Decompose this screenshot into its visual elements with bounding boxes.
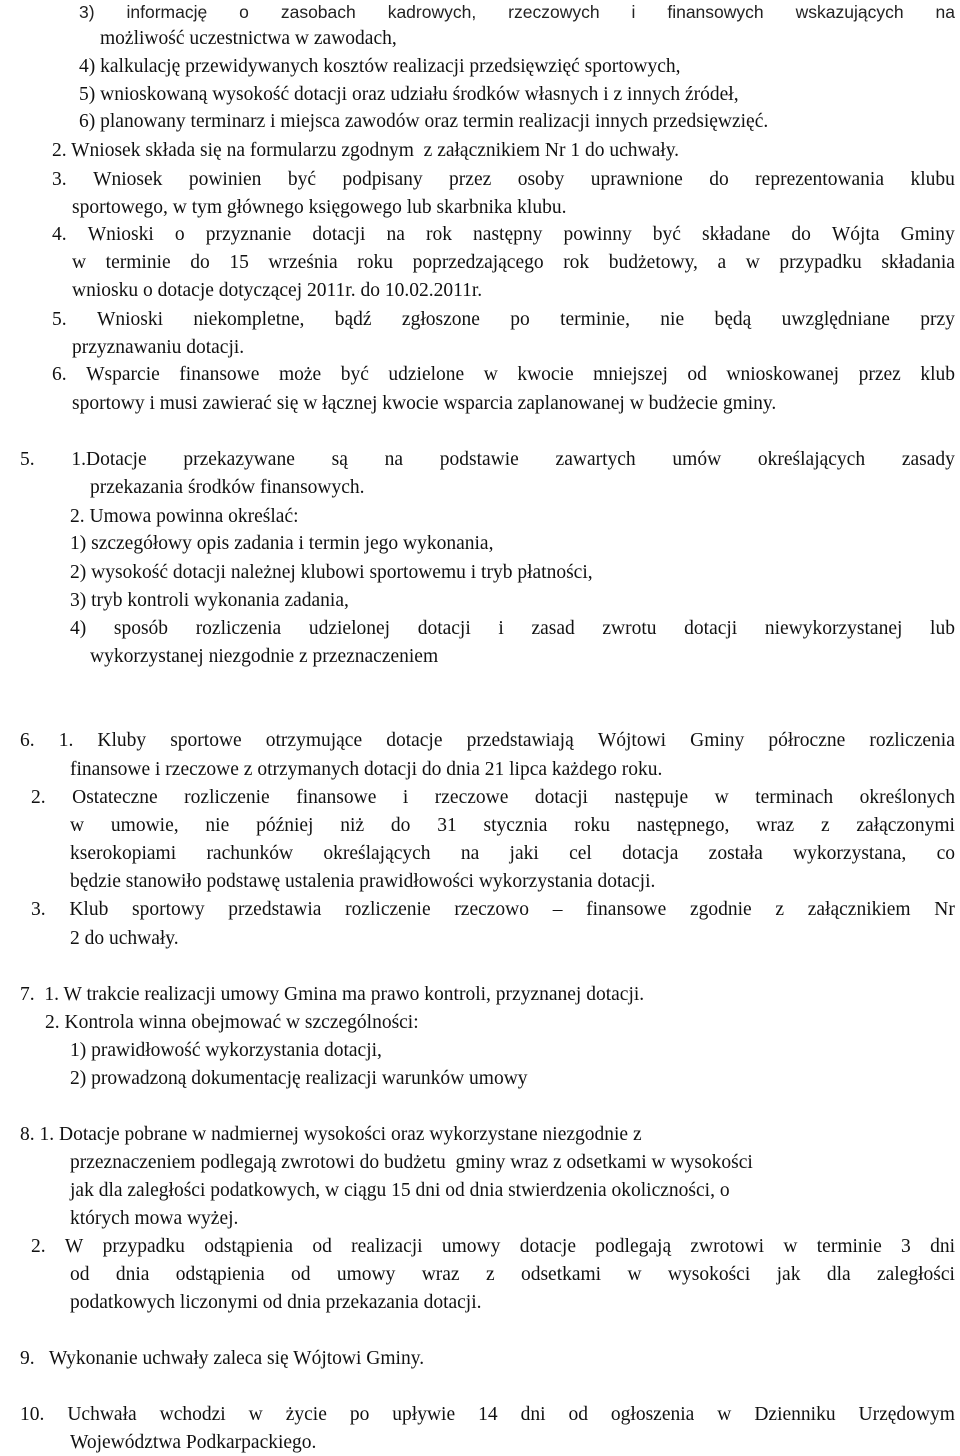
text-line: 6) planowany terminarz i miejsca zawodów oraz termin realizacji innych przedsięwzięć. [79, 111, 769, 132]
word: udzielone [388, 364, 465, 385]
word: finansowe [179, 364, 260, 385]
word: 14 [478, 1404, 498, 1425]
word: w [783, 1236, 798, 1257]
word: są [331, 449, 348, 470]
text-line: 1) szczegółowy opis zadania i termin jego wykonania, [70, 533, 494, 554]
word: Wniosek [93, 169, 163, 190]
word: od [687, 364, 707, 385]
word: 4) [70, 618, 87, 639]
word: września [268, 252, 338, 273]
word: uprawnione [590, 169, 683, 190]
word: informację [126, 2, 208, 22]
word: na [386, 224, 405, 245]
word: 6. [20, 730, 35, 751]
word: sposób [113, 618, 169, 639]
word: co [936, 843, 955, 864]
word: wnioskowanej [726, 364, 840, 385]
text-line [70, 814, 955, 838]
text-line: przekazania środków finansowych. [90, 477, 365, 498]
word: dotacji [684, 618, 738, 639]
word: Gminy [690, 730, 745, 751]
word: zaległości [877, 1264, 955, 1285]
word: po [510, 309, 530, 330]
word: podpisany [342, 169, 423, 190]
word: realizacji [351, 1236, 423, 1257]
text-line: wykorzystanej niezgodnie z przeznaczeniem [90, 646, 439, 667]
word: przy [920, 309, 955, 330]
text-line: 3) tryb kontroli wykonania zadania, [70, 590, 349, 611]
word: do [190, 252, 210, 273]
word: wysokości [667, 1264, 751, 1285]
word: z [775, 899, 785, 920]
word: w [72, 252, 87, 273]
word: rzeczowe [434, 787, 509, 808]
word: powinny [563, 224, 632, 245]
word: o [239, 2, 249, 22]
word: upływie [392, 1404, 456, 1425]
word: półroczne [768, 730, 846, 751]
word: zasady [901, 449, 955, 470]
word: została [708, 843, 763, 864]
word: niewykorzystanej [764, 618, 903, 639]
word: w [717, 1404, 732, 1425]
word: rok [563, 252, 590, 273]
word: od [312, 1236, 332, 1257]
word: zasad [531, 618, 575, 639]
word: 3. [52, 169, 67, 190]
text-line: 2. Wniosek składa się na formularzu zgodnym z załącznikiem Nr 1 do uchwały. [52, 140, 680, 161]
text-line: możliwość uczestnictwa w zawodach, [100, 28, 397, 49]
word: 4. [52, 224, 67, 245]
word: dni [930, 1236, 955, 1257]
text-line: jak dla zaległości podatkowych, w ciągu 15 dni od dnia stwierdzenia okoliczności, o [70, 1180, 730, 1201]
word: zgodnie [689, 899, 752, 920]
text-line: 2) wysokość dotacji należnej klubowi sportowemu i tryb płatności, [70, 562, 593, 583]
word: jak [776, 1264, 801, 1285]
word: przypadku [779, 252, 862, 273]
word: Wnioski [96, 309, 164, 330]
word: bądź [334, 309, 372, 330]
word: budżetowy, [608, 252, 698, 273]
word: następny [473, 224, 543, 245]
word: określonych [859, 787, 955, 808]
text-line: 5) wnioskowaną wysokość dotacji oraz udziału środków własnych i z innych źródeł, [79, 84, 739, 105]
text-line [31, 1235, 955, 1259]
word: dotacje [386, 730, 443, 751]
word: wraz [421, 1264, 460, 1285]
text-line: sportowego, w tym głównego księgowego lub skarbnika klubu. [72, 197, 567, 218]
text-line [31, 898, 955, 922]
word: podstawie [439, 449, 519, 470]
text-line: 8. 1. Dotacje pobrane w nadmiernej wysokości oraz wykorzystane niezgodnie z [20, 1124, 642, 1145]
text-line [52, 223, 955, 247]
word: umowy [441, 1236, 501, 1257]
word: klub [920, 364, 955, 385]
word: Dzienniku [754, 1404, 836, 1425]
word: 3) [79, 2, 95, 22]
text-line: wniosku o dotacje dotyczącej 2011r. do 10.02.2011r. [72, 280, 483, 301]
word: terminie [816, 1236, 882, 1257]
word: Wójta [831, 224, 880, 245]
word: Ostateczne [72, 787, 158, 808]
word: Wnioski [87, 224, 154, 245]
word: dotacja [622, 843, 679, 864]
word: kadrowych, [387, 2, 477, 22]
word: składane [702, 224, 771, 245]
word: 2. [31, 787, 46, 808]
word: rozliczenie [345, 899, 431, 920]
word: osoby [517, 169, 565, 190]
word: dotacji [312, 224, 366, 245]
word: w [248, 1404, 263, 1425]
text-line: przyznawaniu dotacji. [72, 337, 245, 358]
word: przypadku [102, 1236, 185, 1257]
word: i [631, 2, 636, 22]
word: na [935, 2, 955, 22]
word: W [64, 1236, 84, 1257]
text-line: 9. Wykonanie uchwały zaleca się Wójtowi Gminy. [20, 1348, 425, 1369]
text-line [70, 842, 955, 866]
word: w [627, 1264, 642, 1285]
word: następuje [614, 787, 689, 808]
word: w [745, 252, 760, 273]
word: odstąpienia [204, 1236, 294, 1257]
word: wskazujących [795, 2, 904, 22]
word: Kluby [97, 730, 147, 751]
word: stycznia [483, 815, 548, 836]
text-line [72, 251, 955, 275]
text-line [31, 786, 955, 810]
word: określających [757, 449, 866, 470]
word: klubu [910, 169, 955, 190]
word: być [287, 169, 316, 190]
word: przedstawiają [466, 730, 574, 751]
word: 1.Dotacje [71, 449, 147, 470]
word: dotacje [519, 1236, 576, 1257]
word: dla [826, 1264, 851, 1285]
word: roku [574, 815, 610, 836]
word: będą [714, 309, 752, 330]
word: umowy [336, 1264, 396, 1285]
word: wykorzystana, [793, 843, 907, 864]
word: składania [881, 252, 955, 273]
word: reprezentowania [755, 169, 885, 190]
word: rozliczenie [184, 787, 270, 808]
word: po [349, 1404, 370, 1425]
word: do [791, 224, 811, 245]
word: 10. [20, 1404, 45, 1425]
word: niekompletne, [193, 309, 305, 330]
word: załącznikiem [807, 899, 911, 920]
word: roku [357, 252, 394, 273]
word: umów [672, 449, 722, 470]
word: z [820, 815, 830, 836]
word: ogłoszenia [610, 1404, 695, 1425]
word: powinien [188, 169, 262, 190]
word: Klub [69, 899, 109, 920]
text-line: 2) prowadzoną dokumentację realizacji warunków umowy [70, 1068, 528, 1089]
word: umowie, [110, 815, 179, 836]
word: wchodzi [159, 1404, 226, 1425]
word: 2. [31, 1236, 46, 1257]
word: zwrotowi [690, 1236, 765, 1257]
word: poprzedzającego [412, 252, 544, 273]
word: dotacji [534, 787, 588, 808]
word: do [390, 815, 411, 836]
word: sportowy [132, 899, 205, 920]
word: finansowych [667, 2, 764, 22]
word: 6. [52, 364, 67, 385]
word: Urzędowym [858, 1404, 955, 1425]
word: podlegają [595, 1236, 672, 1257]
word: odstąpienia [175, 1264, 265, 1285]
text-line [52, 363, 955, 387]
word: rzeczowych [508, 2, 600, 22]
word: 31 [437, 815, 457, 836]
text-line: Województwa Podkarpackiego. [70, 1432, 317, 1453]
word: finansowe [296, 787, 377, 808]
text-line [20, 1403, 955, 1427]
word: o [174, 224, 185, 245]
word: nie [660, 309, 685, 330]
word: i [402, 787, 409, 808]
text-line [52, 308, 955, 332]
word: Uchwała [67, 1404, 137, 1425]
word: mniejszej [593, 364, 668, 385]
word: 3. [31, 899, 46, 920]
word: terminie, [560, 309, 630, 330]
word: a [717, 252, 727, 273]
word: udzielonej [308, 618, 391, 639]
word: zawartych [555, 449, 636, 470]
word: rok [425, 224, 452, 245]
text-line: których mowa wyżej. [70, 1208, 239, 1229]
word: załączonymi [856, 815, 955, 836]
word: przekazywane [183, 449, 295, 470]
word: odsetkami [520, 1264, 602, 1285]
word: Gminy [900, 224, 955, 245]
word: Wsparcie [86, 364, 160, 385]
word: przyznanie [205, 224, 292, 245]
word: rachunków [206, 843, 294, 864]
word: z [485, 1264, 495, 1285]
word: cel [569, 843, 592, 864]
text-line: sportowy i musi zawierać się w łącznej kwocie wsparcia zaplanowanej w budżecie gminy. [72, 393, 777, 414]
word: zasobach [280, 2, 356, 22]
word: Wójtowi [597, 730, 667, 751]
word: otrzymujące [265, 730, 363, 751]
text-line [70, 1263, 955, 1287]
word: kwocie [517, 364, 574, 385]
word: finansowe [586, 899, 667, 920]
word: nie [205, 815, 230, 836]
word: w [483, 364, 498, 385]
word: Nr [934, 899, 955, 920]
word: uwzględniane [781, 309, 890, 330]
text-line: 2. Umowa powinna określać: [70, 506, 299, 527]
word: do [709, 169, 729, 190]
word: zwrotu [602, 618, 657, 639]
word: zgłoszone [401, 309, 480, 330]
word: terminie [105, 252, 171, 273]
word: rozliczenia [869, 730, 955, 751]
text-line: podatkowych liczonymi od dnia przekazania dotacji. [70, 1292, 482, 1313]
word: być [652, 224, 681, 245]
text-line [20, 729, 955, 753]
word: może [278, 364, 322, 385]
word: od [290, 1264, 311, 1285]
text-line [79, 0, 955, 24]
text-line: 7. 1. W trakcie realizacji umowy Gmina ma prawo kontroli, przyznanej dotacji. [20, 984, 645, 1005]
word: następnego, [636, 815, 730, 836]
word: terminach [755, 787, 834, 808]
word: 5. [52, 309, 67, 330]
word: 3 [901, 1236, 911, 1257]
text-line [20, 448, 955, 472]
word: i [498, 618, 504, 639]
word: dnia [115, 1264, 150, 1285]
word: rzeczowo [454, 899, 530, 920]
word: 15 [229, 252, 249, 273]
text-line: 1) prawidłowość wykorzystania dotacji, [70, 1040, 382, 1061]
text-line [52, 168, 955, 192]
word: przez [858, 364, 901, 385]
text-line: 2. Kontrola winna obejmować w szczególności: [45, 1012, 419, 1033]
text-line: przeznaczeniem podlegają zwrotowi do budżetu gminy wraz z odsetkami w wysokości [70, 1152, 753, 1173]
word: rozliczenia [195, 618, 282, 639]
word: dotacji [417, 618, 471, 639]
word: lub [930, 618, 955, 639]
word: w [70, 815, 85, 836]
text-line: będzie stanowiło podstawę ustalenia prawidłowości wykorzystania dotacji. [70, 871, 656, 892]
word: przez [449, 169, 492, 190]
word: od [70, 1264, 90, 1285]
word: w [714, 787, 729, 808]
word: 1. [58, 730, 74, 751]
word: przedstawia [228, 899, 322, 920]
word: sportowe [170, 730, 242, 751]
word: 5. [20, 449, 35, 470]
text-line [70, 617, 955, 641]
word: określających [323, 843, 431, 864]
word: później [256, 815, 314, 836]
word: – [552, 899, 563, 920]
word: od [568, 1404, 588, 1425]
word: kserokopiami [70, 843, 177, 864]
word: niż [340, 815, 365, 836]
word: na [460, 843, 480, 864]
word: wraz [756, 815, 795, 836]
text-line: 4) kalkulację przewidywanych kosztów realizacji przedsięwzięć sportowych, [79, 56, 681, 77]
word: na [384, 449, 403, 470]
word: jaki [509, 843, 539, 864]
word: życie [285, 1404, 327, 1425]
text-line: 2 do uchwały. [70, 928, 179, 949]
text-line: finansowe i rzeczowe z otrzymanych dotacji do dnia 21 lipca każdego roku. [70, 759, 663, 780]
word: dni [520, 1404, 546, 1425]
word: być [340, 364, 369, 385]
